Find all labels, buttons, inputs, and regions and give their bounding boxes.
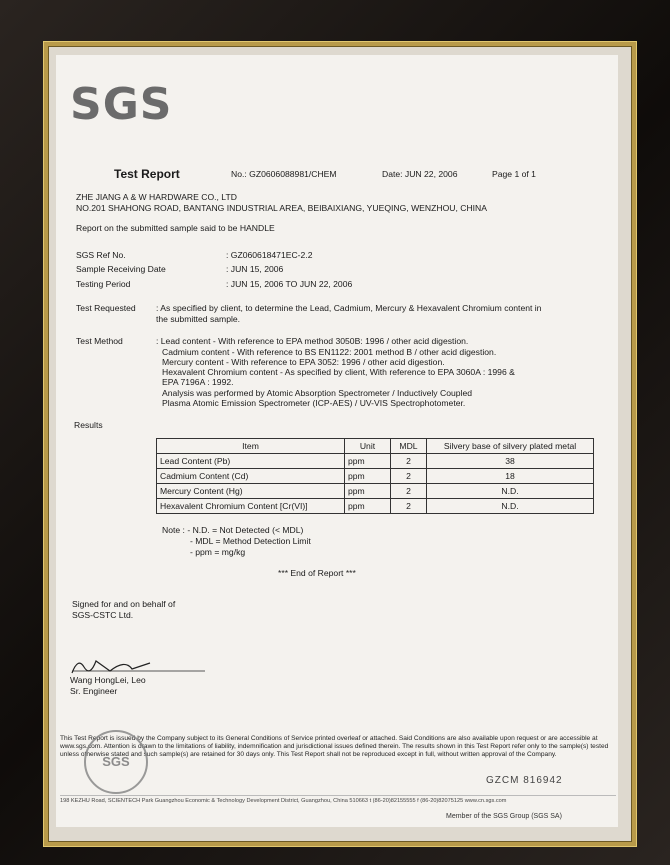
method-line: Cadmium content - With reference to BS EN1122: 2001 method B / other acid digestion. <box>162 347 497 357</box>
client-address: NO.201 SHAHONG ROAD, BANTANG INDUSTRIAL AREA, BEIBAIXIANG, YUEQING, WENZHOU, CHINA <box>76 203 487 213</box>
test-requested-text: : As specified by client, to determine the Lead, Cadmium, Mercury & Hexavalent Chromium content in the submitted sample. <box>156 303 542 324</box>
column-header: Item <box>157 439 345 454</box>
field-value: : GZ060618471EC-2.2 <box>226 250 313 260</box>
method-line: EPA 7196A : 1992. <box>162 377 234 387</box>
page-number: Page 1 of 1 <box>492 169 536 179</box>
column-header: Unit <box>345 439 391 454</box>
table-cell: ppm <box>345 469 391 484</box>
column-header: MDL <box>391 439 427 454</box>
footer-disclaimer: This Test Report is issued by the Company subject to its General Conditions of Service printed overleaf or attached. Said Conditions are also available upon request or are accessible at www.sgs.com. Attention is drawn to the limitations of liability, indemnification and jurisdictional issues defined therein. The results shown in this Test Report refer only to the sample(s) tested unless otherwise stated and such sample(s) are retained for 30 days only. This Test Report shall not be reproduced except in full, without written approval of the Company. <box>60 735 609 759</box>
table-cell: 2 <box>391 454 427 469</box>
serial-number: GZCM 816942 <box>486 775 563 786</box>
table-cell: 18 <box>427 469 594 484</box>
note-line: Note : - N.D. = Not Detected (< MDL) <box>162 525 304 535</box>
column-header: Silvery base of silvery plated metal <box>427 439 594 454</box>
table-cell: Cadmium Content (Cd) <box>157 469 345 484</box>
table-row <box>157 484 594 499</box>
method-line: Analysis was performed by Atomic Absorption Spectrometer / Inductively Coupled <box>162 388 472 398</box>
table-cell: ppm <box>345 484 391 499</box>
field-label: Sample Receiving Date <box>76 264 166 274</box>
method-line: Mercury content - With reference to EPA 3052: 1996 / other acid digestion. <box>162 357 445 367</box>
report-title: Test Report <box>114 167 180 181</box>
table-cell: 2 <box>391 469 427 484</box>
table-cell: Hexavalent Chromium Content [Cr(VI)] <box>157 499 345 514</box>
note-line: - ppm = mg/kg <box>190 547 246 557</box>
table-cell: Lead Content (Pb) <box>157 454 345 469</box>
signed-company: SGS-CSTC Ltd. <box>72 610 134 620</box>
report-date: Date: JUN 22, 2006 <box>382 169 458 179</box>
table-row <box>157 469 594 484</box>
table-cell: 38 <box>427 454 594 469</box>
signed-line: Signed for and on behalf of <box>72 599 176 609</box>
test-method-label: Test Method <box>76 336 123 346</box>
results-label: Results <box>74 420 103 430</box>
field-value: : JUN 15, 2006 <box>226 264 284 274</box>
sample-description: Report on the submitted sample said to be HANDLE <box>76 223 275 233</box>
signer-title: Sr. Engineer <box>70 686 118 696</box>
report-number: No.: GZ0606088981/CHEM <box>231 169 337 179</box>
table-cell: Mercury Content (Hg) <box>157 484 345 499</box>
company-seal-stamp <box>84 730 148 794</box>
certificate-document <box>56 55 618 827</box>
table-cell: ppm <box>345 499 391 514</box>
field-value: : JUN 15, 2006 TO JUN 22, 2006 <box>226 279 353 289</box>
table-cell: ppm <box>345 454 391 469</box>
results-table <box>156 438 594 514</box>
signature-image <box>70 655 210 677</box>
table-row <box>157 454 594 469</box>
note-line: - MDL = Method Detection Limit <box>190 536 311 546</box>
table-row <box>157 499 594 514</box>
footer-address: 198 KEZHU Road, SCIENTECH Park Guangzhou Economic & Technology Development District, Guangzhou, China 510663 t (86-20)82155555 f (86-20)82075125 www.cn.sgs.com <box>60 795 616 805</box>
method-line: Plasma Atomic Emission Spectrometer (ICP-AES) / UV-VIS Spectrophotometer. <box>162 398 466 408</box>
table-cell: 2 <box>391 484 427 499</box>
member-line: Member of the SGS Group (SGS SA) <box>446 813 562 820</box>
field-label: Testing Period <box>76 279 131 289</box>
table-cell: N.D. <box>427 499 594 514</box>
method-line: Hexavalent Chromium content - As specified by client, With reference to EPA 3060A : 1996 & <box>162 367 515 377</box>
test-requested-label: Test Requested <box>76 303 136 313</box>
client-name: ZHE JIANG A & W HARDWARE CO., LTD <box>76 192 237 202</box>
end-of-report: *** End of Report *** <box>278 568 356 578</box>
table-cell: N.D. <box>427 484 594 499</box>
table-header-row <box>157 439 594 454</box>
table-cell: 2 <box>391 499 427 514</box>
sgs-logo: SGS <box>70 79 173 130</box>
field-label: SGS Ref No. <box>76 250 126 260</box>
method-line: : Lead content - With reference to EPA method 3050B: 1996 / other acid digestion. <box>156 336 469 346</box>
signer-name: Wang HongLei, Leo <box>70 675 146 685</box>
stamp-text: SGS <box>102 754 130 769</box>
